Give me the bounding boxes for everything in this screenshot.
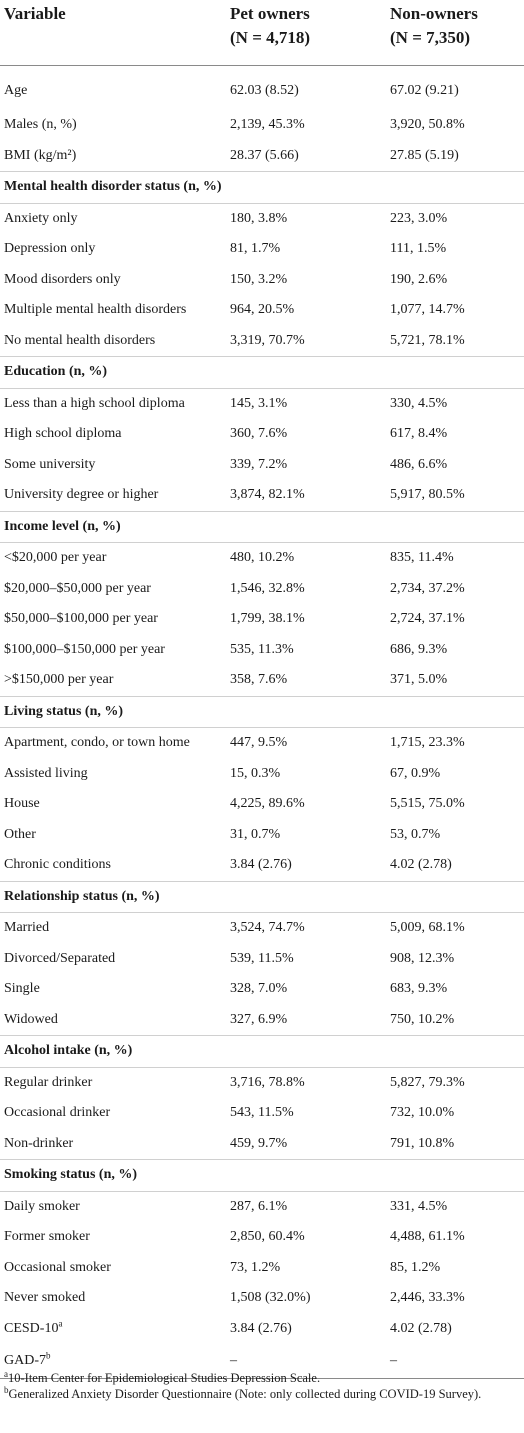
table-row [0, 665, 524, 696]
variable-cell [0, 913, 226, 944]
table-row [0, 1314, 524, 1345]
variable-label: Never smoked [4, 1290, 86, 1306]
table-row [0, 265, 524, 296]
pet-owners-value: 150, 3.2% [230, 271, 288, 287]
pet-owners-value: 543, 11.5% [230, 1105, 294, 1121]
header-pet-owners [226, 0, 386, 66]
non-owners-value: 486, 6.6% [390, 456, 448, 472]
pet-owners-value: 4,225, 89.6% [230, 796, 305, 812]
pet-owners-value: 3.84 (2.76) [230, 857, 292, 873]
header-non-owners [386, 0, 524, 66]
variable-cell [0, 1098, 226, 1129]
footnote-text: Generalized Anxiety Disorder Questionnaire (Note: only collected during COVID-19 Survey). [8, 1387, 482, 1401]
pet-owners-value: 327, 6.9% [230, 1011, 288, 1027]
table-row [0, 1098, 524, 1129]
table-row [0, 1191, 524, 1222]
non-owners-value: 2,446, 33.3% [390, 1290, 465, 1306]
non-owners-value: 5,515, 75.0% [390, 796, 465, 812]
non-owners-value: 908, 12.3% [390, 950, 455, 966]
section-header-row [0, 511, 524, 543]
variable-cell [0, 1191, 226, 1222]
non-owners-value: 27.85 (5.19) [390, 147, 459, 163]
variable-label: $20,000–$50,000 per year [4, 580, 151, 596]
table-row [0, 1067, 524, 1098]
variable-label: Apartment, condo, or town home [4, 735, 190, 751]
variable-label: Former smoker [4, 1229, 90, 1245]
table-row [0, 480, 524, 511]
table-row [0, 203, 524, 234]
table-row [0, 604, 524, 635]
pet-owners-value: 459, 9.7% [230, 1135, 288, 1151]
non-owners-value: – [386, 1344, 524, 1379]
pet-owners-value: 81, 1.7% [230, 241, 281, 257]
variable-cell [0, 604, 226, 635]
pet-owners-value: 2,139, 45.3% [230, 117, 305, 133]
non-owners-value: 85, 1.2% [390, 1259, 441, 1275]
non-owners-value [386, 172, 524, 204]
variable-label: Non-drinker [4, 1135, 74, 1151]
pet-owners-value: 535, 11.3% [230, 641, 294, 657]
variable-label: High school diploma [4, 426, 122, 442]
non-owners-value: 686, 9.3% [390, 641, 448, 657]
variable-cell [0, 172, 226, 204]
pet-owners-value: 3,319, 70.7% [230, 332, 305, 348]
non-owners-value: 617, 8.4% [390, 426, 448, 442]
variable-label: Occasional drinker [4, 1105, 111, 1121]
table-row [0, 820, 524, 851]
variable-cell [0, 574, 226, 605]
variable-cell [0, 635, 226, 666]
variable-cell [0, 295, 226, 326]
header-non-owners-title: Non-owners [390, 4, 478, 23]
variable-label: Daily smoker [4, 1198, 80, 1214]
variable-cell [0, 480, 226, 511]
variable-cell [0, 1067, 226, 1098]
pet-owners-value: 360, 7.6% [230, 426, 288, 442]
header-pet-owners-title: Pet owners [230, 4, 310, 23]
variable-label: Assisted living [4, 765, 88, 781]
non-owners-value: 683, 9.3% [390, 981, 448, 997]
non-owners-value: 190, 2.6% [390, 271, 448, 287]
pet-owners-value: 328, 7.0% [230, 981, 288, 997]
variable-label: Some university [4, 456, 96, 472]
pet-owners-value [226, 511, 386, 543]
pet-owners-value: 339, 7.2% [230, 456, 288, 472]
variable-cell [0, 265, 226, 296]
non-owners-value: 5,827, 79.3% [390, 1074, 465, 1090]
pet-owners-value: 447, 9.5% [230, 735, 288, 751]
header-variable-text: Variable [4, 4, 66, 23]
variable-label: Income level (n, %) [4, 518, 121, 534]
non-owners-value [386, 511, 524, 543]
header-variable [0, 0, 226, 66]
pet-owners-value [226, 881, 386, 913]
table-row [0, 419, 524, 450]
pet-owners-value: 15, 0.3% [230, 765, 281, 781]
pet-owners-value: 3.84 (2.76) [230, 1320, 292, 1336]
non-owners-value: 1,715, 23.3% [390, 735, 465, 751]
non-owners-value: 223, 3.0% [390, 210, 448, 226]
table-header [0, 0, 524, 66]
footnote-marker: a [58, 1318, 63, 1329]
pet-owners-value: 73, 1.2% [230, 1259, 281, 1275]
table-row [0, 1253, 524, 1284]
variable-label: Anxiety only [4, 210, 78, 226]
header-non-owners-n: (N = 7,350) [390, 28, 471, 47]
variable-cell [0, 696, 226, 728]
variable-label: Less than a high school diploma [4, 395, 185, 411]
pet-owners-value: 3,524, 74.7% [230, 920, 305, 936]
pet-owners-value: 3,874, 82.1% [230, 487, 305, 503]
pet-owners-value: 287, 6.1% [230, 1198, 288, 1214]
non-owners-value: 4.02 (2.78) [390, 1320, 452, 1336]
table-row [0, 234, 524, 265]
section-header-row [0, 1160, 524, 1192]
non-owners-value: 2,724, 37.1% [390, 611, 465, 627]
variable-cell [0, 419, 226, 450]
table-row [0, 295, 524, 326]
pet-owners-value [226, 696, 386, 728]
variable-cell [0, 110, 226, 141]
variable-cell [0, 357, 226, 389]
variable-cell [0, 203, 226, 234]
footnote-text: 10-Item Center for Epidemiological Studies Depression Scale. [8, 1371, 321, 1385]
variable-label: Widowed [4, 1011, 58, 1027]
variable-cell [0, 1222, 226, 1253]
variable-label: Living status (n, %) [4, 703, 124, 719]
header-pet-owners-n: (N = 4,718) [230, 28, 311, 47]
table-row [0, 1283, 524, 1314]
pet-owners-value: – [226, 1344, 386, 1379]
pet-owners-value [226, 357, 386, 389]
variable-cell [0, 1160, 226, 1192]
variable-cell [0, 944, 226, 975]
non-owners-value: 4,488, 61.1% [390, 1229, 465, 1245]
variable-cell [0, 728, 226, 759]
pet-owners-value: 964, 20.5% [230, 302, 295, 318]
non-owners-value: 835, 11.4% [390, 550, 454, 566]
section-header-row [0, 1036, 524, 1068]
non-owners-value: 5,721, 78.1% [390, 332, 465, 348]
pet-owners-value: 358, 7.6% [230, 672, 288, 688]
table-footnotes [0, 1370, 524, 1402]
variable-cell [0, 665, 226, 696]
table-row [0, 944, 524, 975]
variable-label: Mood disorders only [4, 271, 121, 287]
non-owners-value: 331, 4.5% [390, 1198, 448, 1214]
variable-cell [0, 881, 226, 913]
variable-cell [0, 141, 226, 172]
variable-cell [0, 759, 226, 790]
variable-label: Education (n, %) [4, 364, 108, 380]
table-row [0, 759, 524, 790]
variable-cell [0, 66, 226, 111]
footnote-mark: a [4, 1368, 8, 1379]
table-row [0, 974, 524, 1005]
variable-label: Occasional smoker [4, 1259, 111, 1275]
variable-label: Multiple mental health disorders [4, 302, 187, 318]
pet-owners-value: 31, 0.7% [230, 826, 281, 842]
table-row [0, 110, 524, 141]
variable-cell [0, 511, 226, 543]
section-header-row [0, 357, 524, 389]
table-row [0, 66, 524, 111]
variable-label: Mental health disorder status (n, %) [4, 179, 222, 195]
variable-label: Alcohol intake (n, %) [4, 1043, 133, 1059]
table-row [0, 1005, 524, 1036]
variable-label: Regular drinker [4, 1074, 93, 1090]
pet-owners-value: 480, 10.2% [230, 550, 295, 566]
table-row [0, 574, 524, 605]
non-owners-value: 67, 0.9% [390, 765, 441, 781]
non-owners-value [386, 881, 524, 913]
variable-cell [0, 543, 226, 574]
pet-owners-value: 539, 11.5% [230, 950, 294, 966]
variable-label: Depression only [4, 241, 96, 257]
variable-cell [0, 326, 226, 357]
non-owners-value: 2,734, 37.2% [390, 580, 465, 596]
non-owners-value [386, 1036, 524, 1068]
non-owners-value [386, 1160, 524, 1192]
variable-cell [0, 820, 226, 851]
variable-cell [0, 974, 226, 1005]
pet-owners-value: 62.03 (8.52) [230, 83, 299, 98]
table-row [0, 543, 524, 574]
variable-cell [0, 1005, 226, 1036]
section-header-row [0, 881, 524, 913]
table-body [0, 66, 524, 1379]
pet-owners-value [226, 172, 386, 204]
variable-label: >$150,000 per year [4, 672, 114, 688]
non-owners-value: 1,077, 14.7% [390, 302, 465, 318]
variable-label: No mental health disorders [4, 332, 156, 348]
section-header-row [0, 696, 524, 728]
table-row [0, 450, 524, 481]
table-row [0, 1222, 524, 1253]
non-owners-value [386, 696, 524, 728]
variable-cell [0, 234, 226, 265]
variable-label: $50,000–$100,000 per year [4, 611, 158, 627]
non-owners-value: 5,917, 80.5% [390, 487, 465, 503]
variable-label: Smoking status (n, %) [4, 1167, 138, 1183]
variable-cell [0, 450, 226, 481]
variable-label: Divorced/Separated [4, 950, 116, 966]
pet-owners-value [226, 1036, 386, 1068]
non-owners-value: 371, 5.0% [390, 672, 448, 688]
pet-owners-value: 1,546, 32.8% [230, 580, 305, 596]
non-owners-value: 791, 10.8% [390, 1135, 455, 1151]
variable-cell [0, 1314, 226, 1345]
variable-label: Chronic conditions [4, 857, 111, 873]
variable-cell [0, 1036, 226, 1068]
variable-cell [0, 1283, 226, 1314]
non-owners-value: 111, 1.5% [390, 241, 447, 257]
table-row [0, 1129, 524, 1160]
variable-cell [0, 388, 226, 419]
table-row [0, 141, 524, 172]
non-owners-value: 330, 4.5% [390, 395, 448, 411]
variable-label: Married [4, 920, 50, 936]
table-row [0, 913, 524, 944]
non-owners-value: 3,920, 50.8% [390, 117, 465, 133]
table-row [0, 789, 524, 820]
pet-owners-value: 180, 3.8% [230, 210, 288, 226]
variable-label: GAD-7 [4, 1353, 46, 1368]
non-owners-value: 67.02 (9.21) [390, 83, 459, 98]
table-row [0, 728, 524, 759]
variable-label: Age [4, 83, 28, 98]
pet-owners-value: 3,716, 78.8% [230, 1074, 305, 1090]
variable-label: $100,000–$150,000 per year [4, 641, 165, 657]
pet-owners-value [226, 1160, 386, 1192]
non-owners-value: 732, 10.0% [390, 1105, 455, 1121]
non-owners-value: 5,009, 68.1% [390, 920, 465, 936]
variable-label: <$20,000 per year [4, 550, 107, 566]
variable-cell [0, 789, 226, 820]
variable-cell [0, 850, 226, 881]
variable-label: Males (n, %) [4, 117, 77, 133]
pet-owners-value: 1,508 (32.0%) [230, 1290, 311, 1306]
variable-label: Other [4, 826, 36, 842]
variable-label: CESD-10 [4, 1320, 59, 1336]
footnote-marker: b [46, 1350, 51, 1361]
variable-label: Relationship status (n, %) [4, 888, 160, 904]
variable-label: University degree or higher [4, 487, 159, 503]
variable-cell [0, 1253, 226, 1284]
variable-label: BMI (kg/m²) [4, 147, 77, 163]
pet-owners-value: 1,799, 38.1% [230, 611, 305, 627]
pet-owners-value: 145, 3.1% [230, 395, 288, 411]
variable-cell [0, 1129, 226, 1160]
table-row [0, 388, 524, 419]
variable-label: House [4, 796, 40, 812]
non-owners-value: 750, 10.2% [390, 1011, 455, 1027]
footnote-mark: b [4, 1384, 9, 1395]
non-owners-value: 4.02 (2.78) [390, 857, 452, 873]
variable-label: Single [4, 981, 40, 997]
pet-owners-value: 28.37 (5.66) [230, 147, 299, 163]
pet-owners-value: 2,850, 60.4% [230, 1229, 305, 1245]
section-header-row [0, 172, 524, 204]
non-owners-value: 53, 0.7% [390, 826, 441, 842]
table-row [0, 326, 524, 357]
non-owners-value [386, 357, 524, 389]
footnote [4, 1370, 520, 1386]
footnote [4, 1386, 520, 1402]
table-row [0, 635, 524, 666]
table-row [0, 850, 524, 881]
